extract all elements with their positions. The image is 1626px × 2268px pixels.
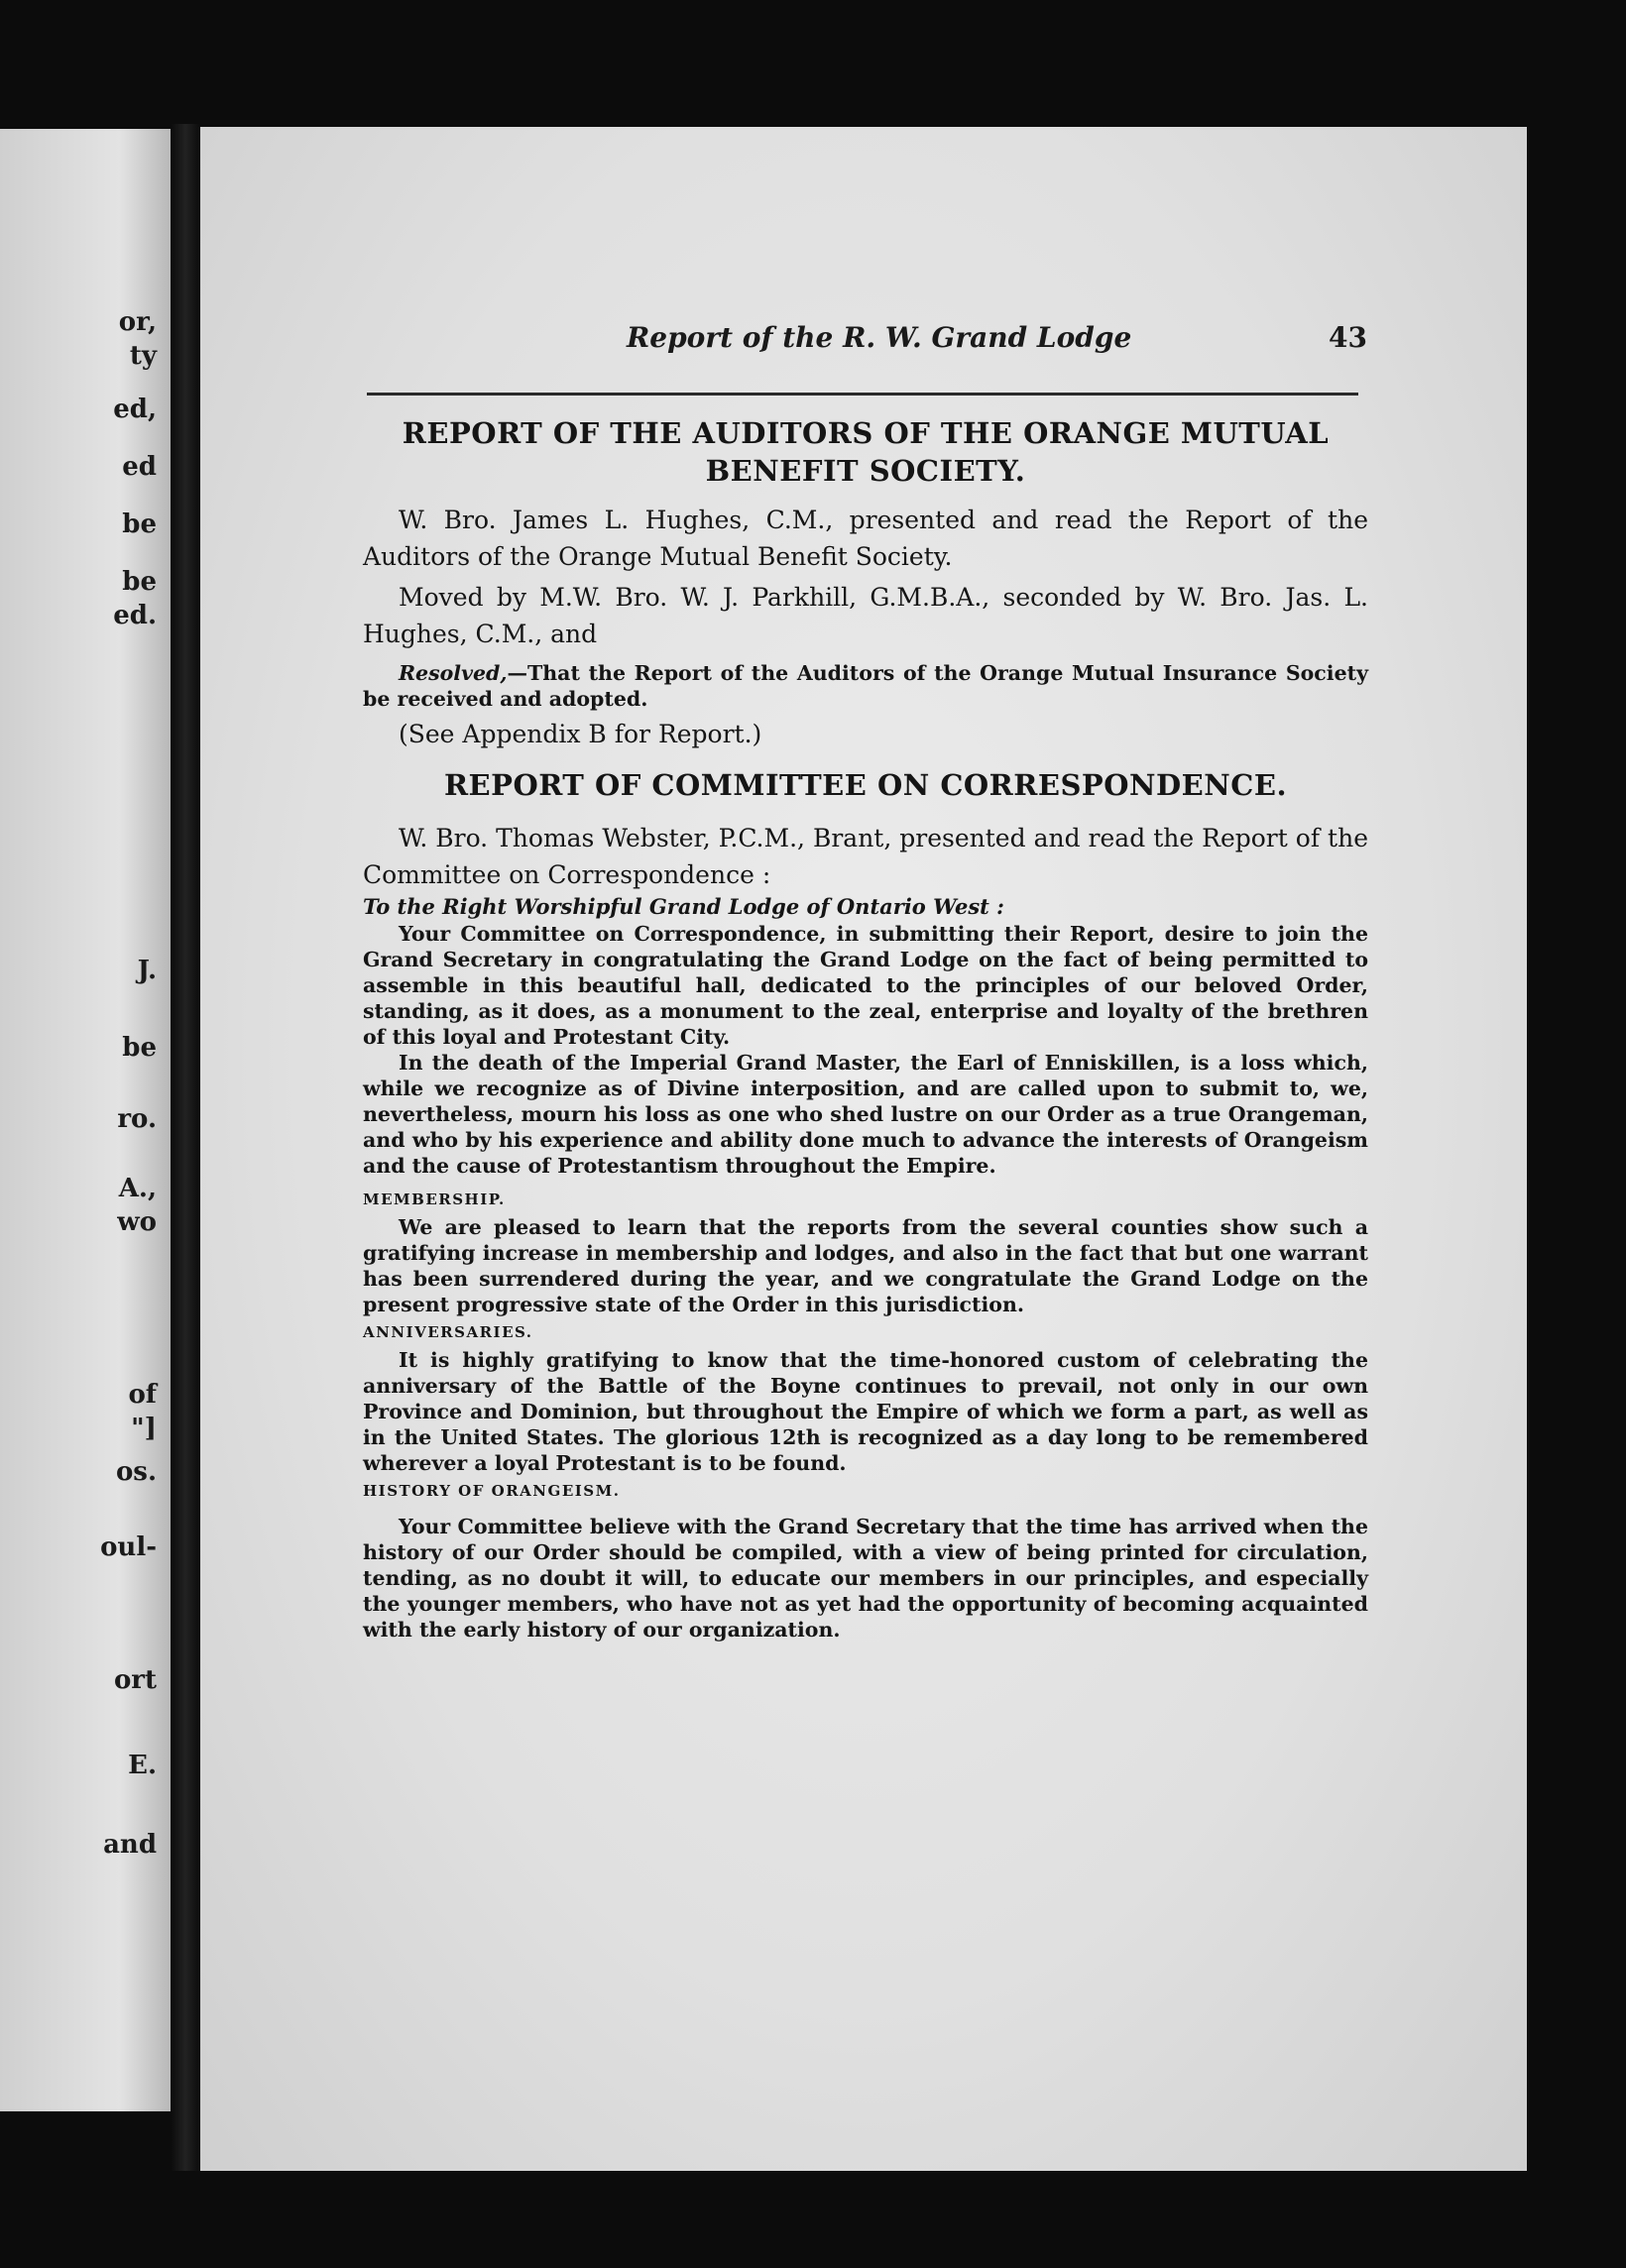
left-fragment: or, [118,307,157,337]
left-fragment: ed, [113,395,157,424]
auditors-para-presented: W. Bro. James L. Hughes, C.M., presented and read the Report of the Auditors of the Orange Mutual Benefit Society. [363,506,1368,571]
book-spine-shadow [171,124,200,2171]
membership-text: We are pleased to learn that the reports from the several counties show such a gratifying increase in membership and lodges, and also in the fact that but one warrant has been surrendered during the year, and we congratulate the Grand Lodge on the present progressive state of the Order in this jurisdiction. [363,1215,1368,1316]
appendix-note: (See Appendix B for Report.) [399,720,762,748]
left-page-edge [0,129,171,2111]
left-fragment: ort [113,1665,157,1695]
correspondence-para-death: In the death of the Imperial Grand Master, the Earl of Enniskillen, is a loss which, while we recognize as of Divine interposition, and are called upon to submit to, we, nevertheless, mourn his loss as one who shed lustre on our Order as a true Orangeman, and who by his experience and ability done much to advance the interests of Orangeism and the cause of Protestantism throughout the Empire. [363,1051,1368,1178]
membership-heading: MEMBERSHIP. [363,1191,506,1208]
left-fragment: A., [118,1174,157,1203]
anniversaries-heading: ANNIVERSARIES. [363,1323,533,1341]
left-fragment: ty [129,341,157,371]
history-text: Your Committee believe with the Grand Secretary that the time has arrived when the history of our Order should be compiled, with a view of being printed for circulation, tending, as no doubt it will, to educate our members in our principles, and especially the younger members, who have not as yet had the opportunity of becoming acquainted with the early history of our organization. [363,1515,1368,1642]
left-fragment: "] [131,1414,157,1443]
left-fragment: os. [115,1457,157,1487]
correspondence-title: REPORT OF COMMITTEE ON CORRESPONDENCE. [443,768,1288,802]
resolved-text: —That the Report of the Auditors of the Orange Mutual Insurance Society be received and adopted. [363,661,1368,711]
history-heading: HISTORY OF ORANGEISM. [363,1482,621,1500]
addressee-line: To the Right Worshipful Grand Lodge of Ontario West : [363,894,1004,919]
auditors-title-line2: BENEFIT SOCIETY. [705,454,1026,488]
page-header [367,321,1527,369]
correspondence-para-hall: Your Committee on Correspondence, in submitting their Report, desire to join the Grand Secretary in congratulating the Grand Lodge on the fact of being permitted to assemble in this beautiful hall, dedicated to the principles of our beloved Order, standing, as it does, as a monument to the zeal, enterprise and loyalty of the brethren of this loyal and Protestant City. [363,922,1368,1049]
left-fragment: ro. [117,1104,157,1134]
left-fragment: and [103,1830,157,1860]
page-number: 43 [1329,321,1367,354]
header-rule [367,393,1358,396]
left-fragment: oul- [100,1532,157,1562]
correspondence-intro: W. Bro. Thomas Webster, P.C.M., Brant, presented and read the Report of the Committee on Correspondence : [363,824,1368,889]
page-body [363,414,1368,1643]
left-fragment: be [122,510,157,539]
anniversaries-text: It is highly gratifying to know that the time-honored custom of celebrating the anniversary of the Battle of the Boyne continues to prevail, not only in our own Province and Dominion, but throughout the Empire of which we form a part, as well as in the United States. The glorious 12th is recognized as a day long to be remembered wherever a loyal Protestant is to be found. [363,1348,1368,1475]
auditors-title-line1: REPORT OF THE AUDITORS OF THE ORANGE MUTUAL [402,416,1330,450]
auditors-resolution [363,660,1368,712]
left-fragment: ed [122,452,157,482]
left-fragment: J. [137,956,157,985]
left-fragment: be [122,567,157,597]
left-fragment: ed. [113,601,157,630]
resolved-label: Resolved, [399,661,508,685]
running-title: Report of the R. W. Grand Lodge [627,321,1132,354]
left-fragment: wo [117,1207,157,1237]
auditors-report-section [363,414,1368,752]
left-fragment: be [122,1033,157,1063]
document-page [200,127,1527,2171]
left-fragment: E. [128,1751,157,1780]
left-fragment: of [128,1380,157,1410]
auditors-para-moved: Moved by M.W. Bro. W. J. Parkhill, G.M.B.A., seconded by W. Bro. Jas. L. Hughes, C.M., and [363,583,1368,648]
correspondence-report-section [363,766,1368,1643]
